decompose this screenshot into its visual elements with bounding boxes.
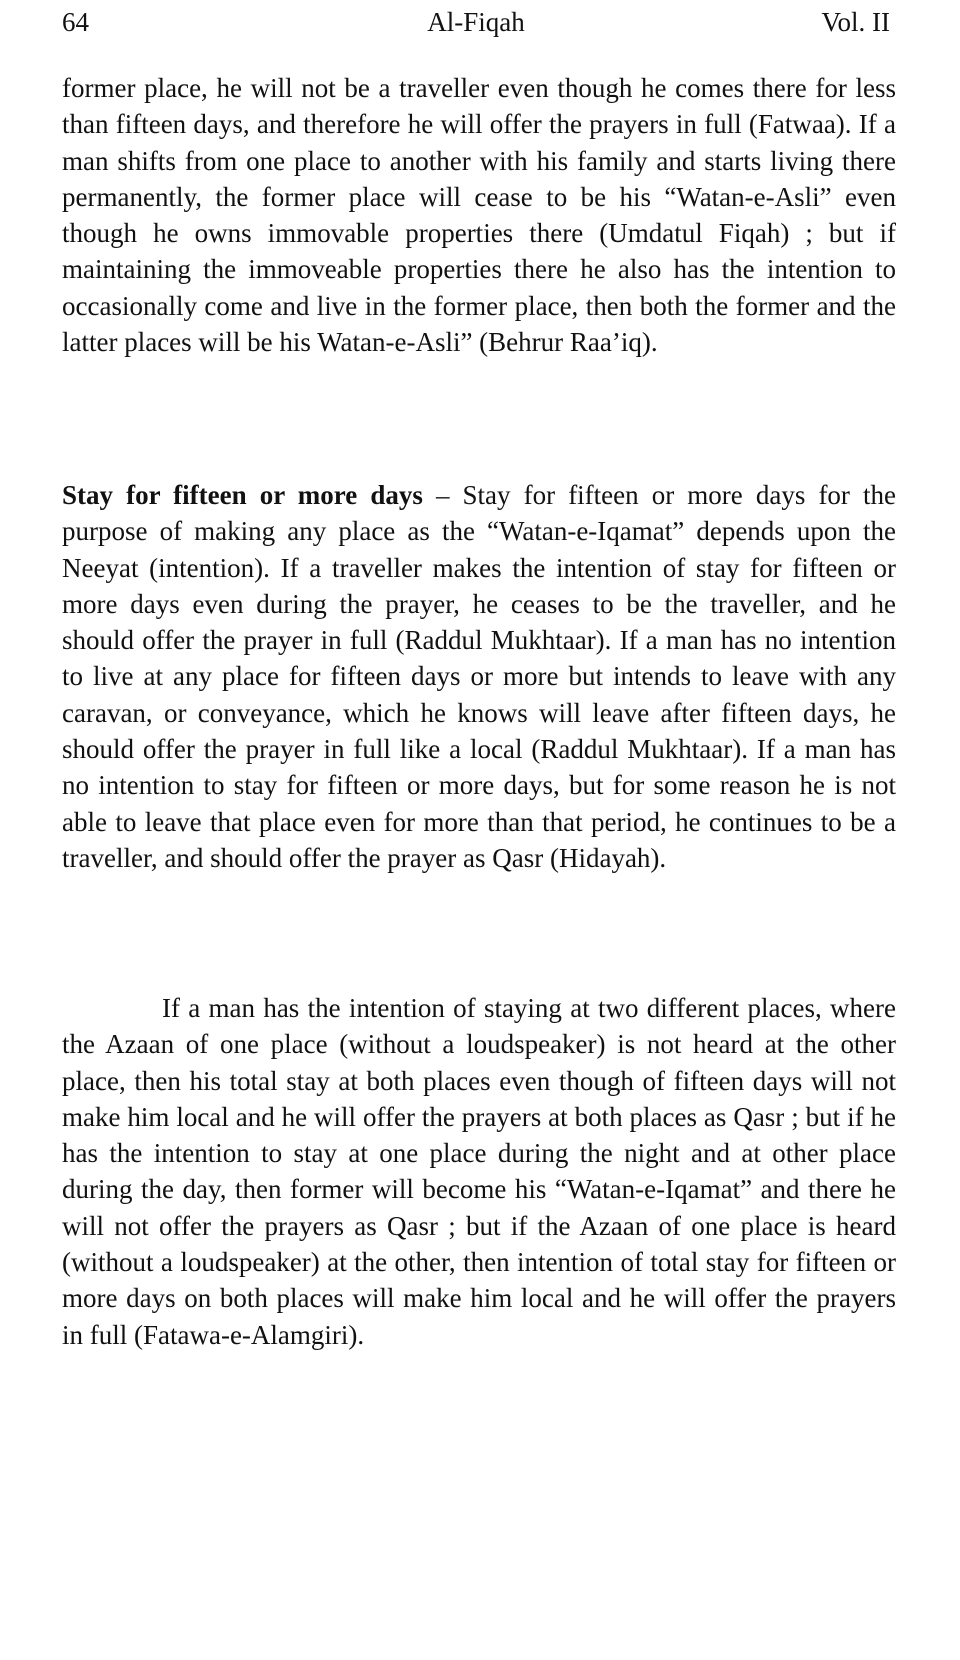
section-heading: Stay for fifteen or more days [62, 480, 423, 510]
section-text: – Stay for fifteen or more days for the purpose of making any place as the “Watan-e-Iqamat” depends upon the Neeyat (intention). If a traveller makes the intention of stay for fifteen or more days even during the prayer, he ceases to be the traveller, and he should offer the prayer in full (Raddul Mukhtaar). If a man has no intention to live at any place for fifteen days or more but intends to leave with any caravan, or conveyance, which he knows will leave after fifteen days, he should offer the prayer in full like a local (Raddul Mukhtaar). If a man has no intention to stay for fifteen or more days, but for some reason he is not able to leave that place even for more than that period, he continues to be a traveller, and should offer the prayer as Qasr (Hidayah). [62, 480, 896, 873]
page-number: 64 [62, 7, 89, 37]
book-title: Al-Fiqah [427, 7, 525, 37]
paragraph-two-places: If a man has the intention of staying at two different places, where the Azaan of one place (without a loudspeaker) is not heard at the other place, then his total stay at both places even though of fifteen days will not make him local and he will offer the prayers at both places as Qasr ; but if he has the intention to stay at one place during the night and at other place during the day, then former will become his “Watan-e-Iqamat” and there he will not offer the prayers as Qasr ; but if the Azaan of one place is heard (without a loudspeaker) at the other, then intention of total stay for fifteen or more days on both places will make him local and he will offer the prayers in full (Fatawa-e-Alamgiri). [62, 993, 896, 1350]
paragraph-stay-fifteen-days [62, 477, 896, 876]
running-header [62, 2, 890, 42]
paragraph-watan-e-asli: former place, he will not be a traveller even though he comes there for less than fifteen days, and therefore he will offer the prayers in full (Fatwaa). If a man shifts from one place to another with his family and starts living there permanently, the former place will cease to be his “Watan-e-Asli” even though he owns immovable properties there (Umdatul Fiqah) ; but if maintaining the immoveable properties there he also has the intention to occasionally come and live in the former place, then both the former and the latter places will be his Watan-e-Asli” (Behrur Raa’iq). [62, 73, 896, 358]
volume-label: Vol. II [821, 7, 890, 37]
